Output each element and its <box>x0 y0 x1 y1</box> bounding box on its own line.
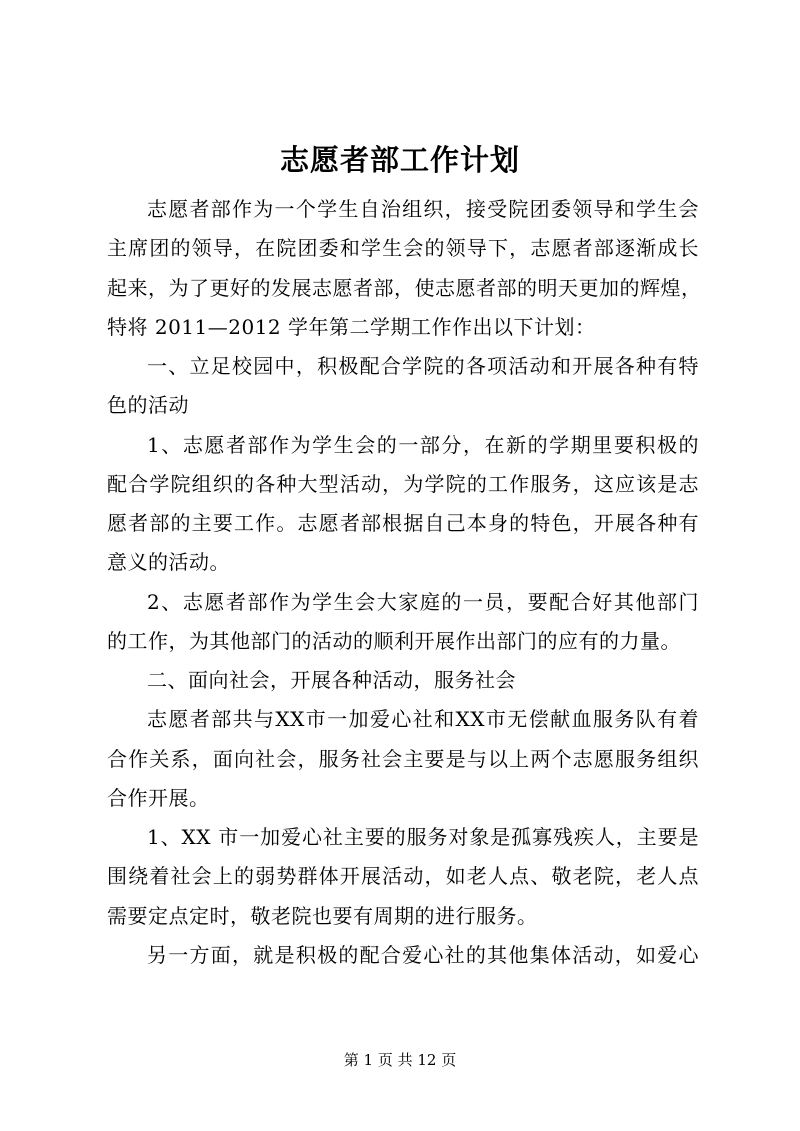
paragraph-line: 配合学院组织的各种大型活动，为学院的工作服务，这应该是志 <box>107 471 699 496</box>
section-heading-line: 色的活动 <box>107 393 189 418</box>
paragraph-line: 愿者部的主要工作。志愿者部根据自己本身的特色，开展各种有 <box>107 511 699 535</box>
paragraph-line: 的工作，为其他部门的活动的顺利开展作出部门的应有的力量。 <box>107 628 681 653</box>
document-body <box>107 190 702 975</box>
page-footer: 第 1 页 共 12 页 <box>343 1051 457 1069</box>
paragraph-line: 起来，为了更好的发展志愿者部，使志愿者部的明天更加的辉煌， <box>107 275 702 300</box>
paragraph-line: 合作关系，面向社会，服务社会主要是与以上两个志愿服务组织 <box>107 746 699 771</box>
paragraph-line: 2、志愿者部作为学生会大家庭的一员，要配合好其他部门 <box>147 589 699 614</box>
paragraph-line: 另一方面，就是积极的配合爱心社的其他集体活动，如爱心 <box>147 942 699 967</box>
paragraph-line: 主席团的领导，在院团委和学生会的领导下，志愿者部逐渐成长 <box>107 236 699 261</box>
paragraph-line: 志愿者部作为一个学生自治组织，接受院团委领导和学生会 <box>147 197 699 221</box>
paragraph-line: 意义的活动。 <box>107 550 230 575</box>
paragraph-line: 志愿者部共与XX市一加爱心社和XX市无偿献血服务队有着 <box>147 707 699 732</box>
paragraph-line: 1、志愿者部作为学生会的一部分，在新的学期里要积极的 <box>147 432 699 457</box>
paragraph-line: 合作开展。 <box>107 785 210 810</box>
section-heading-line: 二、面向社会，开展各种活动，服务社会 <box>147 668 516 692</box>
section-heading-line: 一、立足校园中，积极配合学院的各项活动和开展各种有特 <box>147 354 699 378</box>
document-title: 志愿者部工作计划 <box>279 143 520 177</box>
paragraph-line: 围绕着社会上的弱势群体开展活动，如老人点、敬老院，老人点 <box>107 864 699 889</box>
paragraph-line: 特将 2011—2012 学年第二学期工作作出以下计划： <box>107 314 596 339</box>
paragraph-line: 1、XX 市一加爱心社主要的服务对象是孤寡残疾人，主要是 <box>147 825 699 849</box>
paragraph-line: 需要定点定时，敬老院也要有周期的进行服务。 <box>107 903 538 928</box>
